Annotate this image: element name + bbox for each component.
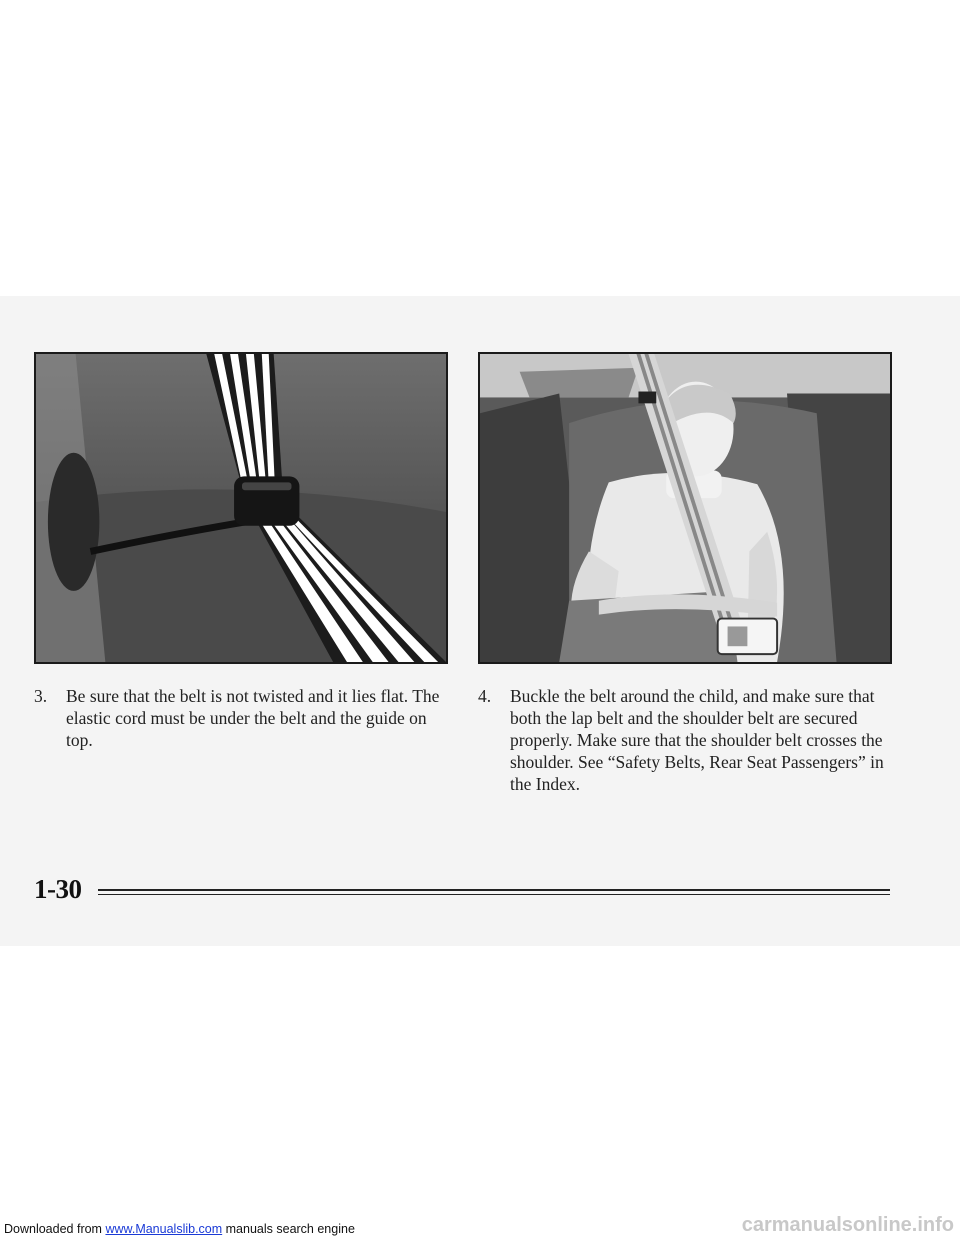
child-belted-illustration — [478, 352, 892, 664]
step-text: Be sure that the belt is not twisted and it lies flat. The elastic cord must be under the belt and the guide on top. — [66, 686, 440, 750]
step-number: 3. — [34, 686, 48, 706]
watermark: carmanualsonline.info — [741, 1214, 954, 1236]
step-text: Buckle the belt around the child, and make sure that both the lap belt and the shoulder belt are secured properly. Make sure that the shoulder belt crosses the shoulder. See “Safety Belts, Rear Seat Passengers” in the Index. — [510, 686, 884, 794]
manualslib-link[interactable]: www.Manualslib.com — [105, 1222, 223, 1236]
page-number: 1-30 — [34, 874, 82, 904]
download-banner — [4, 1222, 355, 1236]
instruction-step-4 — [478, 685, 898, 795]
banner-suffix: manuals search engine — [222, 1222, 355, 1236]
belt-guide-illustration — [34, 352, 448, 664]
instruction-step-3 — [34, 685, 454, 751]
footer-rule — [98, 889, 890, 895]
step-number: 4. — [478, 686, 492, 706]
banner-prefix: Downloaded from — [4, 1222, 106, 1236]
